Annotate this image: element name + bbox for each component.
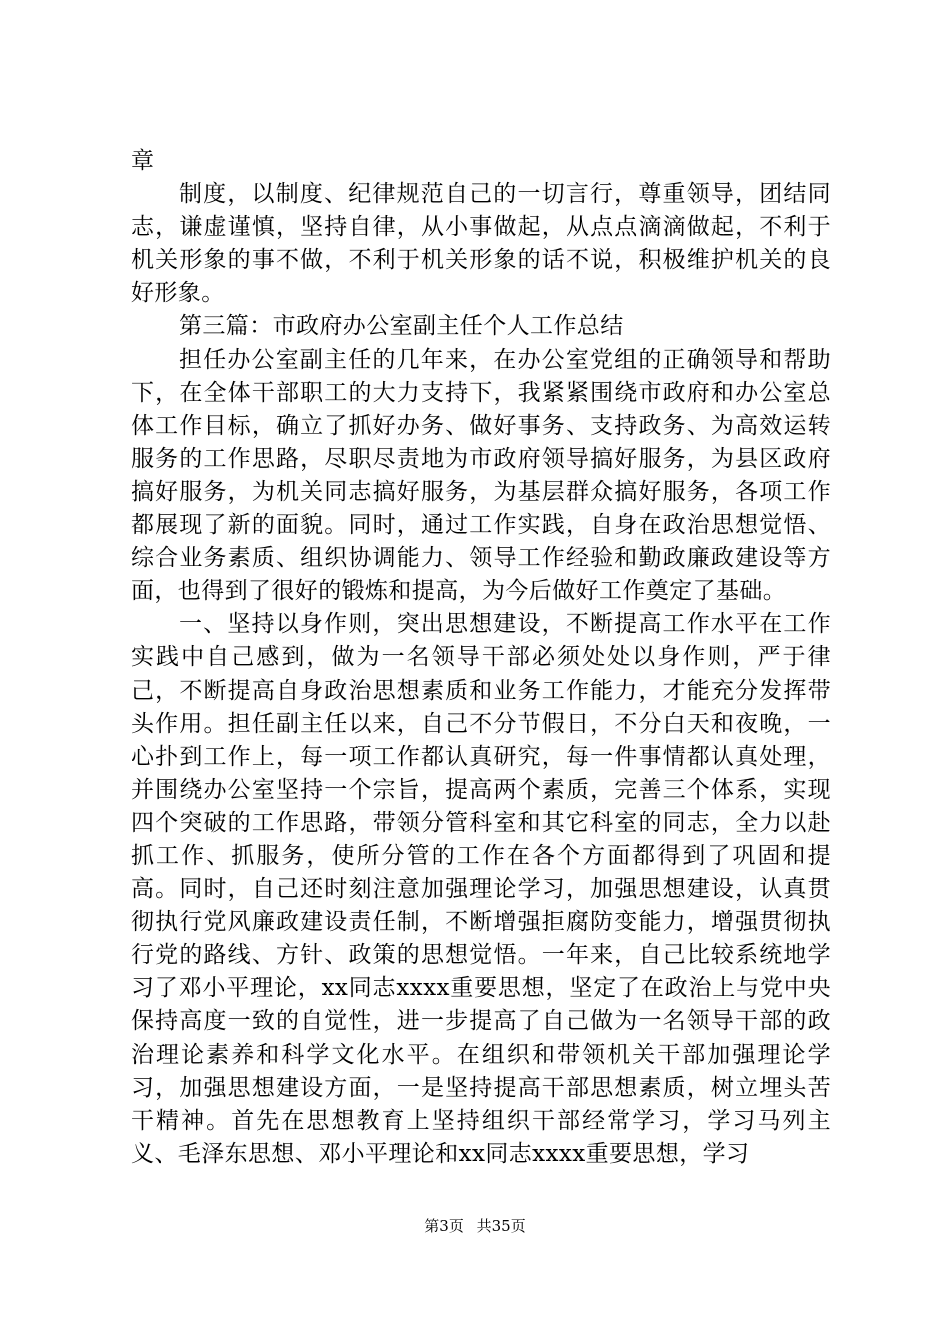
- section-heading: 第三篇：市政府办公室副主任个人工作总结: [179, 313, 624, 340]
- document-body: [131, 145, 831, 1171]
- paragraph-intro: 担任办公室副主任的几年来，在办公室党组的正确领导和帮助下，在全体干部职工的大力支持下，我紧紧围绕市政府和办公室总体工作目标，确立了抓好办务、做好事务、支持政务、为高效运转服务的工作思路，尽职尽责地为市政府领导搞好服务，为县区政府搞好服务，为机关同志搞好服务，为基层群众搞好服务，各项工作都展现了新的面貌。同时，通过工作实践，自身在政治思想觉悟、综合业务素质、组织协调能力、领导工作经验和勤政廉政建设等方面，也得到了很好的锻炼和提高，为今后做好工作奠定了基础。: [131, 346, 831, 605]
- paragraph-discipline: 制度，以制度、纪律规范自己的一切言行，尊重领导，团结同志，谦虚谨慎，坚持自律，从小事做起，从点点滴滴做起，不利于机关形象的事不做，不利于机关形象的话不说，积极维护机关的良好形象。: [131, 181, 831, 307]
- paragraph-chapter-fragment: 章: [131, 148, 155, 174]
- page-total: 共35页: [476, 1217, 526, 1235]
- paragraph-point-one: 一、坚持以身作则，突出思想建设，不断提高工作水平在工作实践中自己感到，做为一名领导干部必须处处以身作则，严于律己，不断提高自身政治思想素质和业务工作能力，才能充分发挥带头作用。担任副主任以来，自己不分节假日，不分白天和夜晚，一心扑到工作上，每一项工作都认真研究，每一件事情都认真处理，并围绕办公室坚持一个宗旨，提高两个素质，完善三个体系，实现四个突破的工作思路，带领分管科室和其它科室的同志，全力以赴抓工作、抓服务，使所分管的工作在各个方面都得到了巩固和提高。同时，自己还时刻注意加强理论学习，加强思想建设，认真贯彻执行党风廉政建设责任制，不断增强拒腐防变能力，增强贯彻执行党的路线、方针、政策的思想觉悟。一年来，自己比较系统地学习了邓小平理论，xx同志xxxx重要思想，坚定了在政治上与党中央保持高度一致的自觉性，进一步提高了自己做为一名领导干部的政治理论素养和科学文化水平。在组织和带领机关干部加强理论学习，加强思想建设方面，一是坚持提高干部思想素质，树立埋头苦干精神。首先在思想教育上坚持组织干部经常学习，学习马列主义、毛泽东思想、邓小平理论和xx同志xxxx重要思想，学习: [131, 611, 831, 1167]
- page-number: 第3页: [424, 1217, 464, 1235]
- page-footer: [0, 1215, 950, 1236]
